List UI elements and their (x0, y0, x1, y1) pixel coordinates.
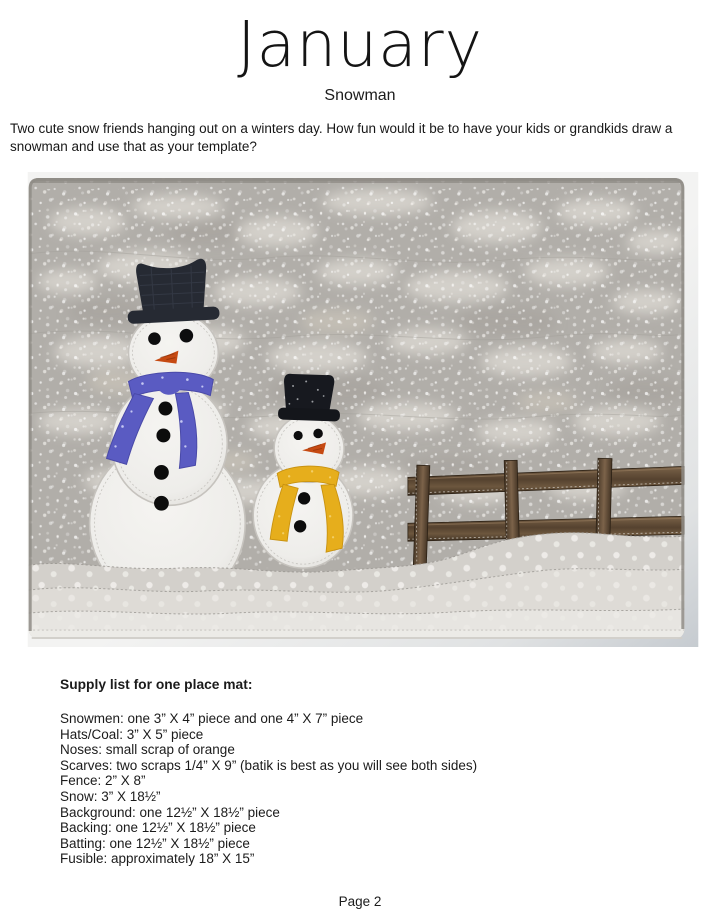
supply-list-heading: Supply list for one place mat: (60, 677, 253, 692)
supply-list-section (60, 677, 477, 867)
supply-item-background: Background: one 12½” X 18½” piece (60, 804, 280, 820)
supply-item-fusible: Fusible: approximately 18” X 15” (60, 851, 255, 867)
supply-item-snow: Snow: 3” X 18½” (60, 788, 161, 804)
placemat-photo (27, 172, 699, 647)
supply-item-batting: Batting: one 12½” X 18½” piece (60, 835, 250, 851)
supply-item-hats-coal: Hats/Coal: 3” X 5” piece (60, 726, 204, 742)
page-number: Page 2 (338, 894, 382, 909)
supply-item-fence: Fence: 2” X 8” (60, 773, 146, 789)
page-subtitle: Snowman (324, 87, 396, 104)
placemat-illustration (27, 172, 699, 647)
supply-item-noses: Noses: small scrap of orange (60, 742, 235, 758)
intro-paragraph: Two cute snow friends hanging out on a winters day. How fun would it be to have your kids or grandkids draw a snowman and use that as your template? (10, 121, 673, 154)
supply-item-snowmen: Snowmen: one 3” X 4” piece and one 4” X 7” piece (60, 711, 364, 726)
supply-item-backing: Backing: one 12½” X 18½” piece (60, 820, 256, 836)
page-title: January (237, 8, 483, 81)
supply-item-scarves: Scarves: two scraps 1/4” X 9” (batik is best as you will see both sides) (60, 757, 478, 773)
